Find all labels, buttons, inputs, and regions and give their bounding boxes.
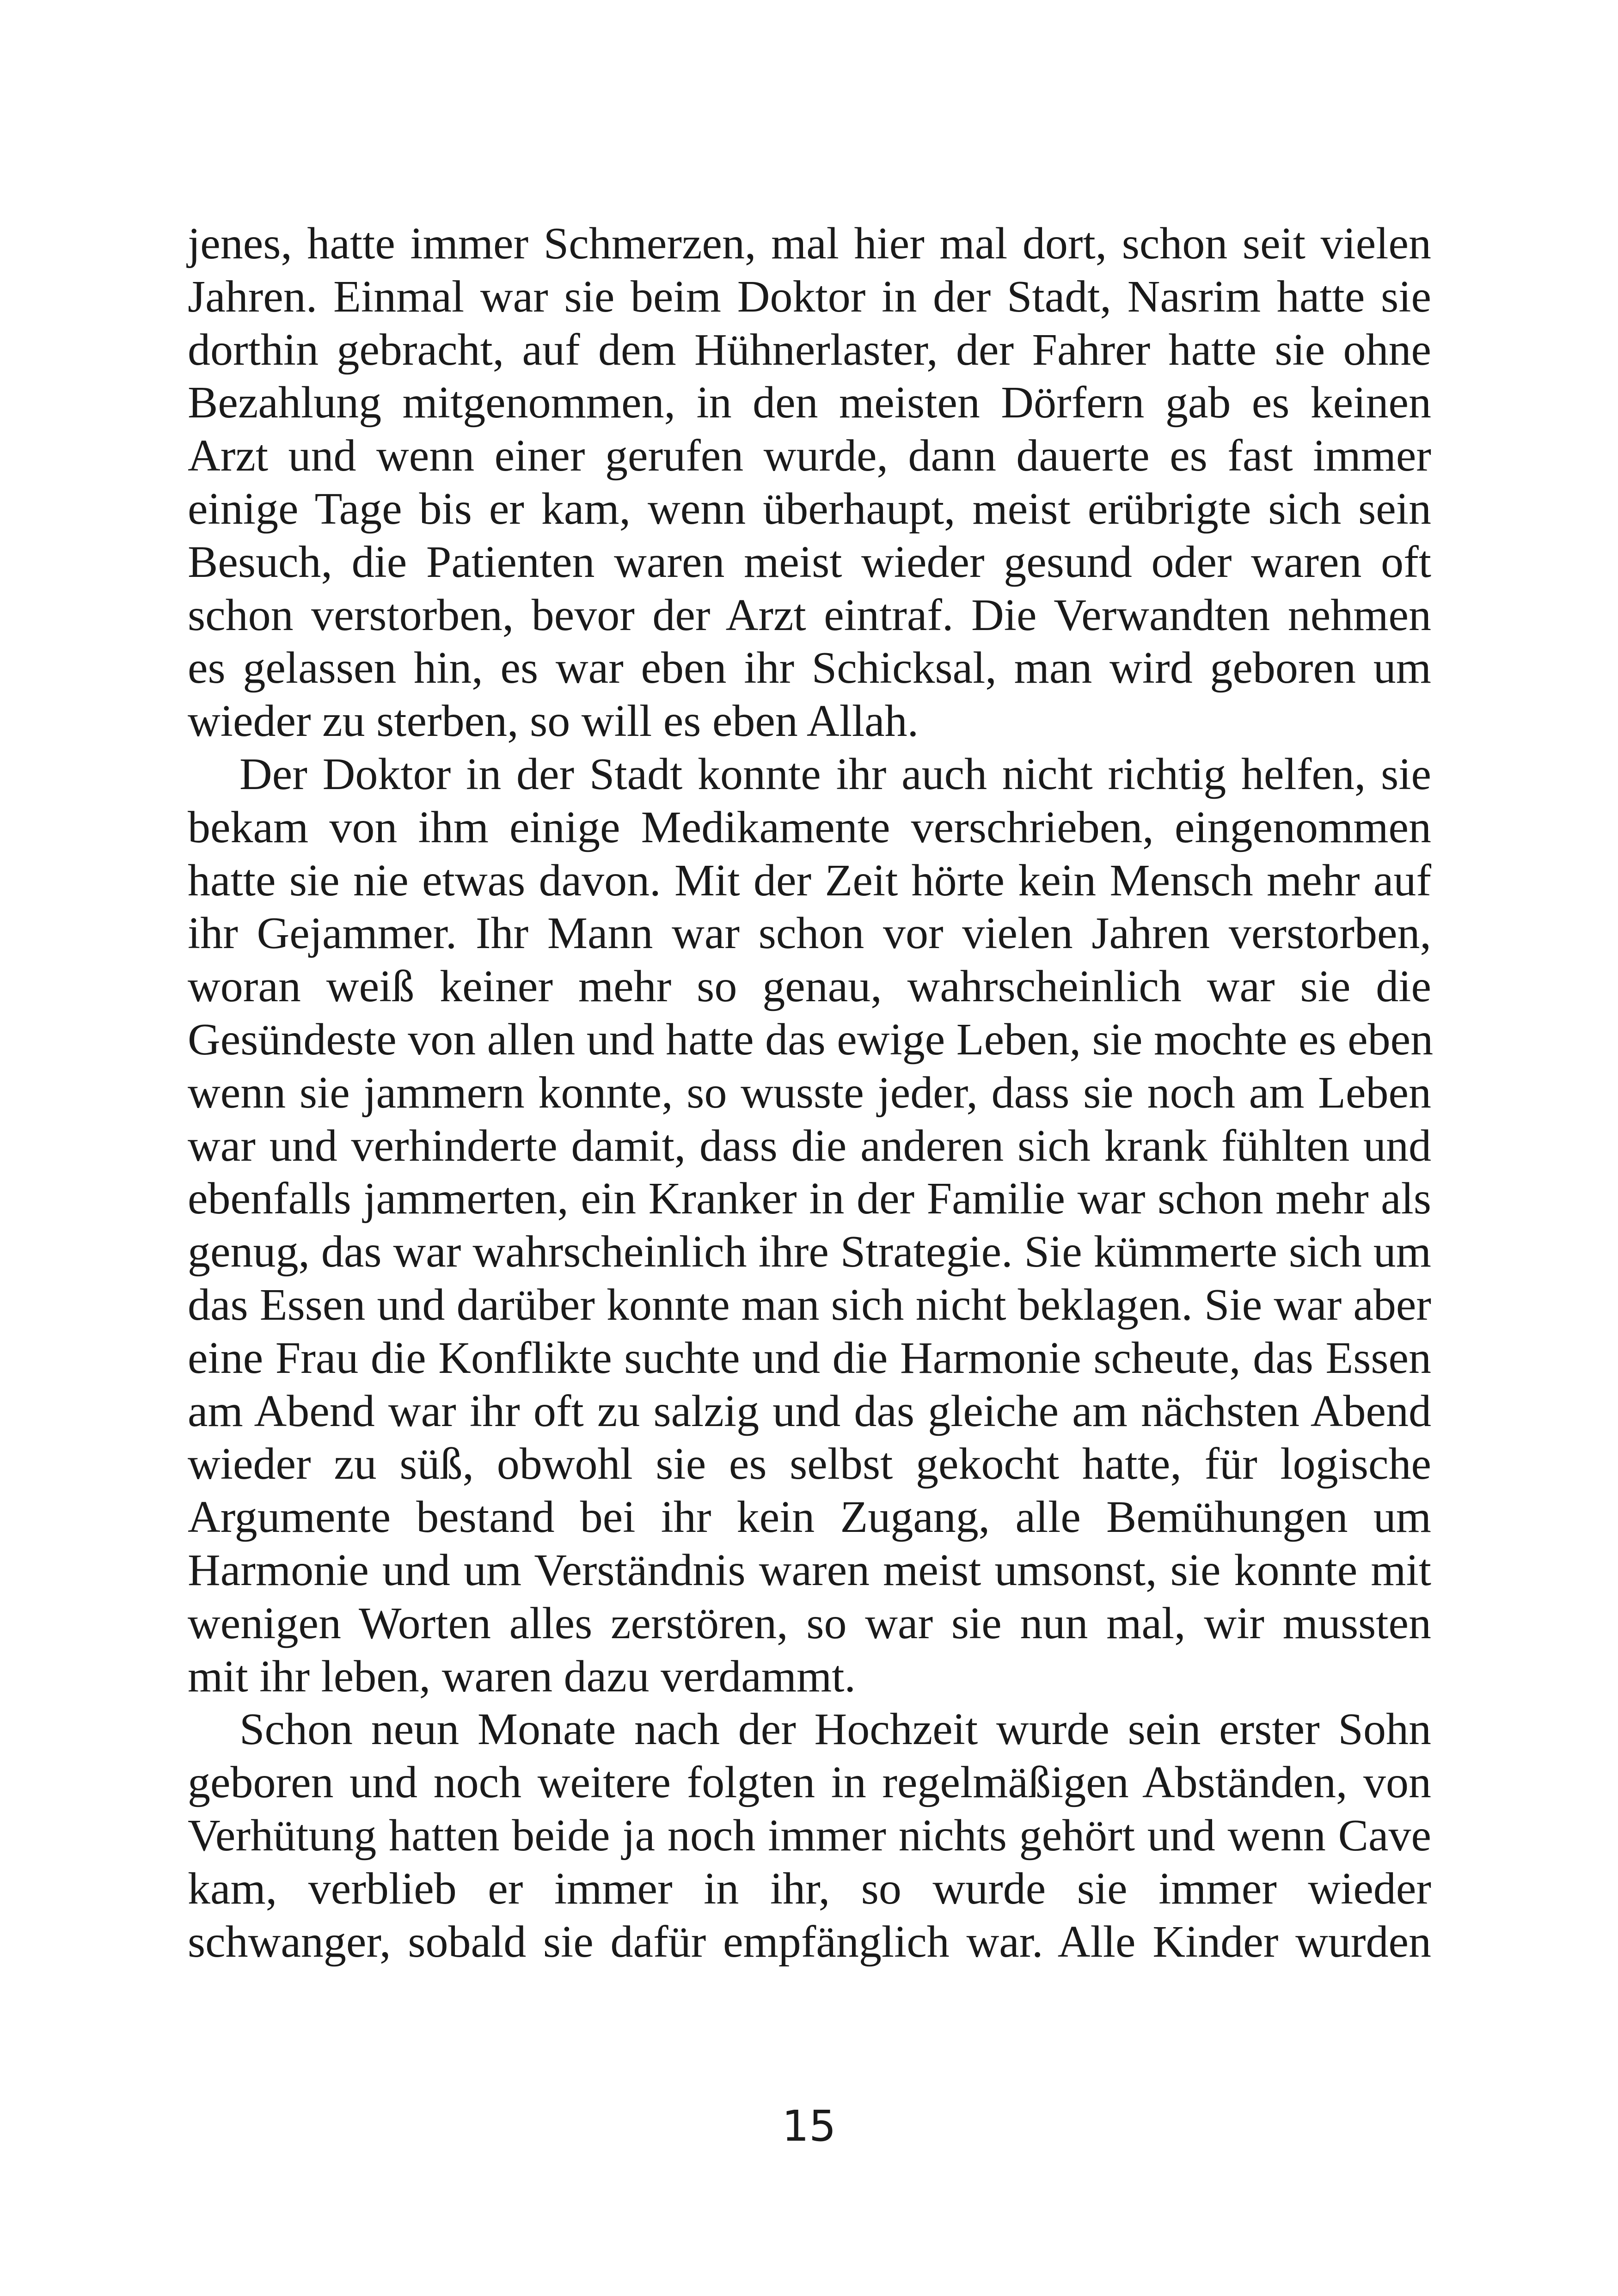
text-line: eine Frau die Konflikte suchte und die Harmonie scheute, das Essen <box>188 1333 1431 1383</box>
text-line: schon verstorben, bevor der Arzt eintraf. Die Verwandten nehmen <box>188 590 1431 640</box>
text-line: ebenfalls jammerten, ein Kranker in der Familie war schon mehr als <box>188 1174 1431 1224</box>
text-line: wieder zu sterben, so will es eben Allah. <box>188 696 919 747</box>
text-line: wieder zu süß, obwohl sie es selbst gekocht hatte, für logische <box>188 1439 1431 1489</box>
body-text <box>188 217 1434 1968</box>
text-line: bekam von ihm einige Medikamente verschrieben, eingenommen <box>188 802 1431 852</box>
text-line: wenn sie jammern konnte, so wusste jeder, dass sie noch am Leben <box>188 1067 1431 1118</box>
text-line: Arzt und wenn einer gerufen wurde, dann dauerte es fast immer <box>188 431 1431 481</box>
text-line: jenes, hatte immer Schmerzen, mal hier mal dort, schon seit vielen <box>188 219 1431 269</box>
text-line: Harmonie und um Verständnis waren meist umsonst, sie konnte mit <box>188 1545 1431 1595</box>
text-line: am Abend war ihr oft zu salzig und das gleiche am nächsten Abend <box>188 1386 1431 1436</box>
text-line: wenigen Worten alles zerstören, so war sie nun mal, wir mussten <box>188 1598 1431 1648</box>
text-line: geboren und noch weitere folgten in regelmäßigen Abständen, von <box>188 1757 1431 1808</box>
text-line: Argumente bestand bei ihr kein Zugang, alle Bemühungen um <box>188 1492 1431 1543</box>
text-line: einige Tage bis er kam, wenn überhaupt, meist erübrigte sich sein <box>188 484 1431 534</box>
text-line: das Essen und darüber konnte man sich nicht beklagen. Sie war aber <box>188 1280 1431 1330</box>
text-line: genug, das war wahrscheinlich ihre Strategie. Sie kümmerte sich um <box>188 1227 1431 1277</box>
text-line: Jahren. Einmal war sie beim Doktor in der Stadt, Nasrim hatte sie <box>188 271 1431 322</box>
text-line: woran weiß keiner mehr so genau, wahrscheinlich war sie die <box>188 961 1431 1012</box>
text-line: Schon neun Monate nach der Hochzeit wurde sein erster Sohn <box>239 1704 1431 1755</box>
text-line: es gelassen hin, es war eben ihr Schicksal, man wird geboren um <box>188 643 1431 693</box>
text-line: Besuch, die Patienten waren meist wieder gesund oder waren oft <box>188 537 1431 587</box>
text-line: hatte sie nie etwas davon. Mit der Zeit hörte kein Mensch mehr auf <box>188 855 1431 906</box>
text-line: ihr Gejammer. Ihr Mann war schon vor vielen Jahren verstorben, <box>188 908 1431 959</box>
text-line: mit ihr leben, waren dazu verdammt. <box>188 1651 856 1702</box>
text-line: Bezahlung mitgenommen, in den meisten Dörfern gab es keinen <box>188 378 1431 428</box>
text-line: dorthin gebracht, auf dem Hühnerlaster, der Fahrer hatte sie ohne <box>188 325 1431 375</box>
text-line: Verhütung hatten beide ja noch immer nichts gehört und wenn Cave <box>188 1810 1431 1861</box>
text-line: Gesündeste von allen und hatte das ewige Leben, sie mochte es eben <box>188 1014 1434 1065</box>
text-line: schwanger, sobald sie dafür empfänglich war. Alle Kinder wurden <box>188 1916 1431 1967</box>
text-line: kam, verblieb er immer in ihr, so wurde sie immer wieder <box>188 1863 1431 1914</box>
text-line: war und verhinderte damit, dass die anderen sich krank fühlten und <box>188 1120 1431 1171</box>
page-number: 15 <box>782 2101 836 2151</box>
text-line: Der Doktor in der Stadt konnte ihr auch nicht richtig helfen, sie <box>239 749 1431 799</box>
